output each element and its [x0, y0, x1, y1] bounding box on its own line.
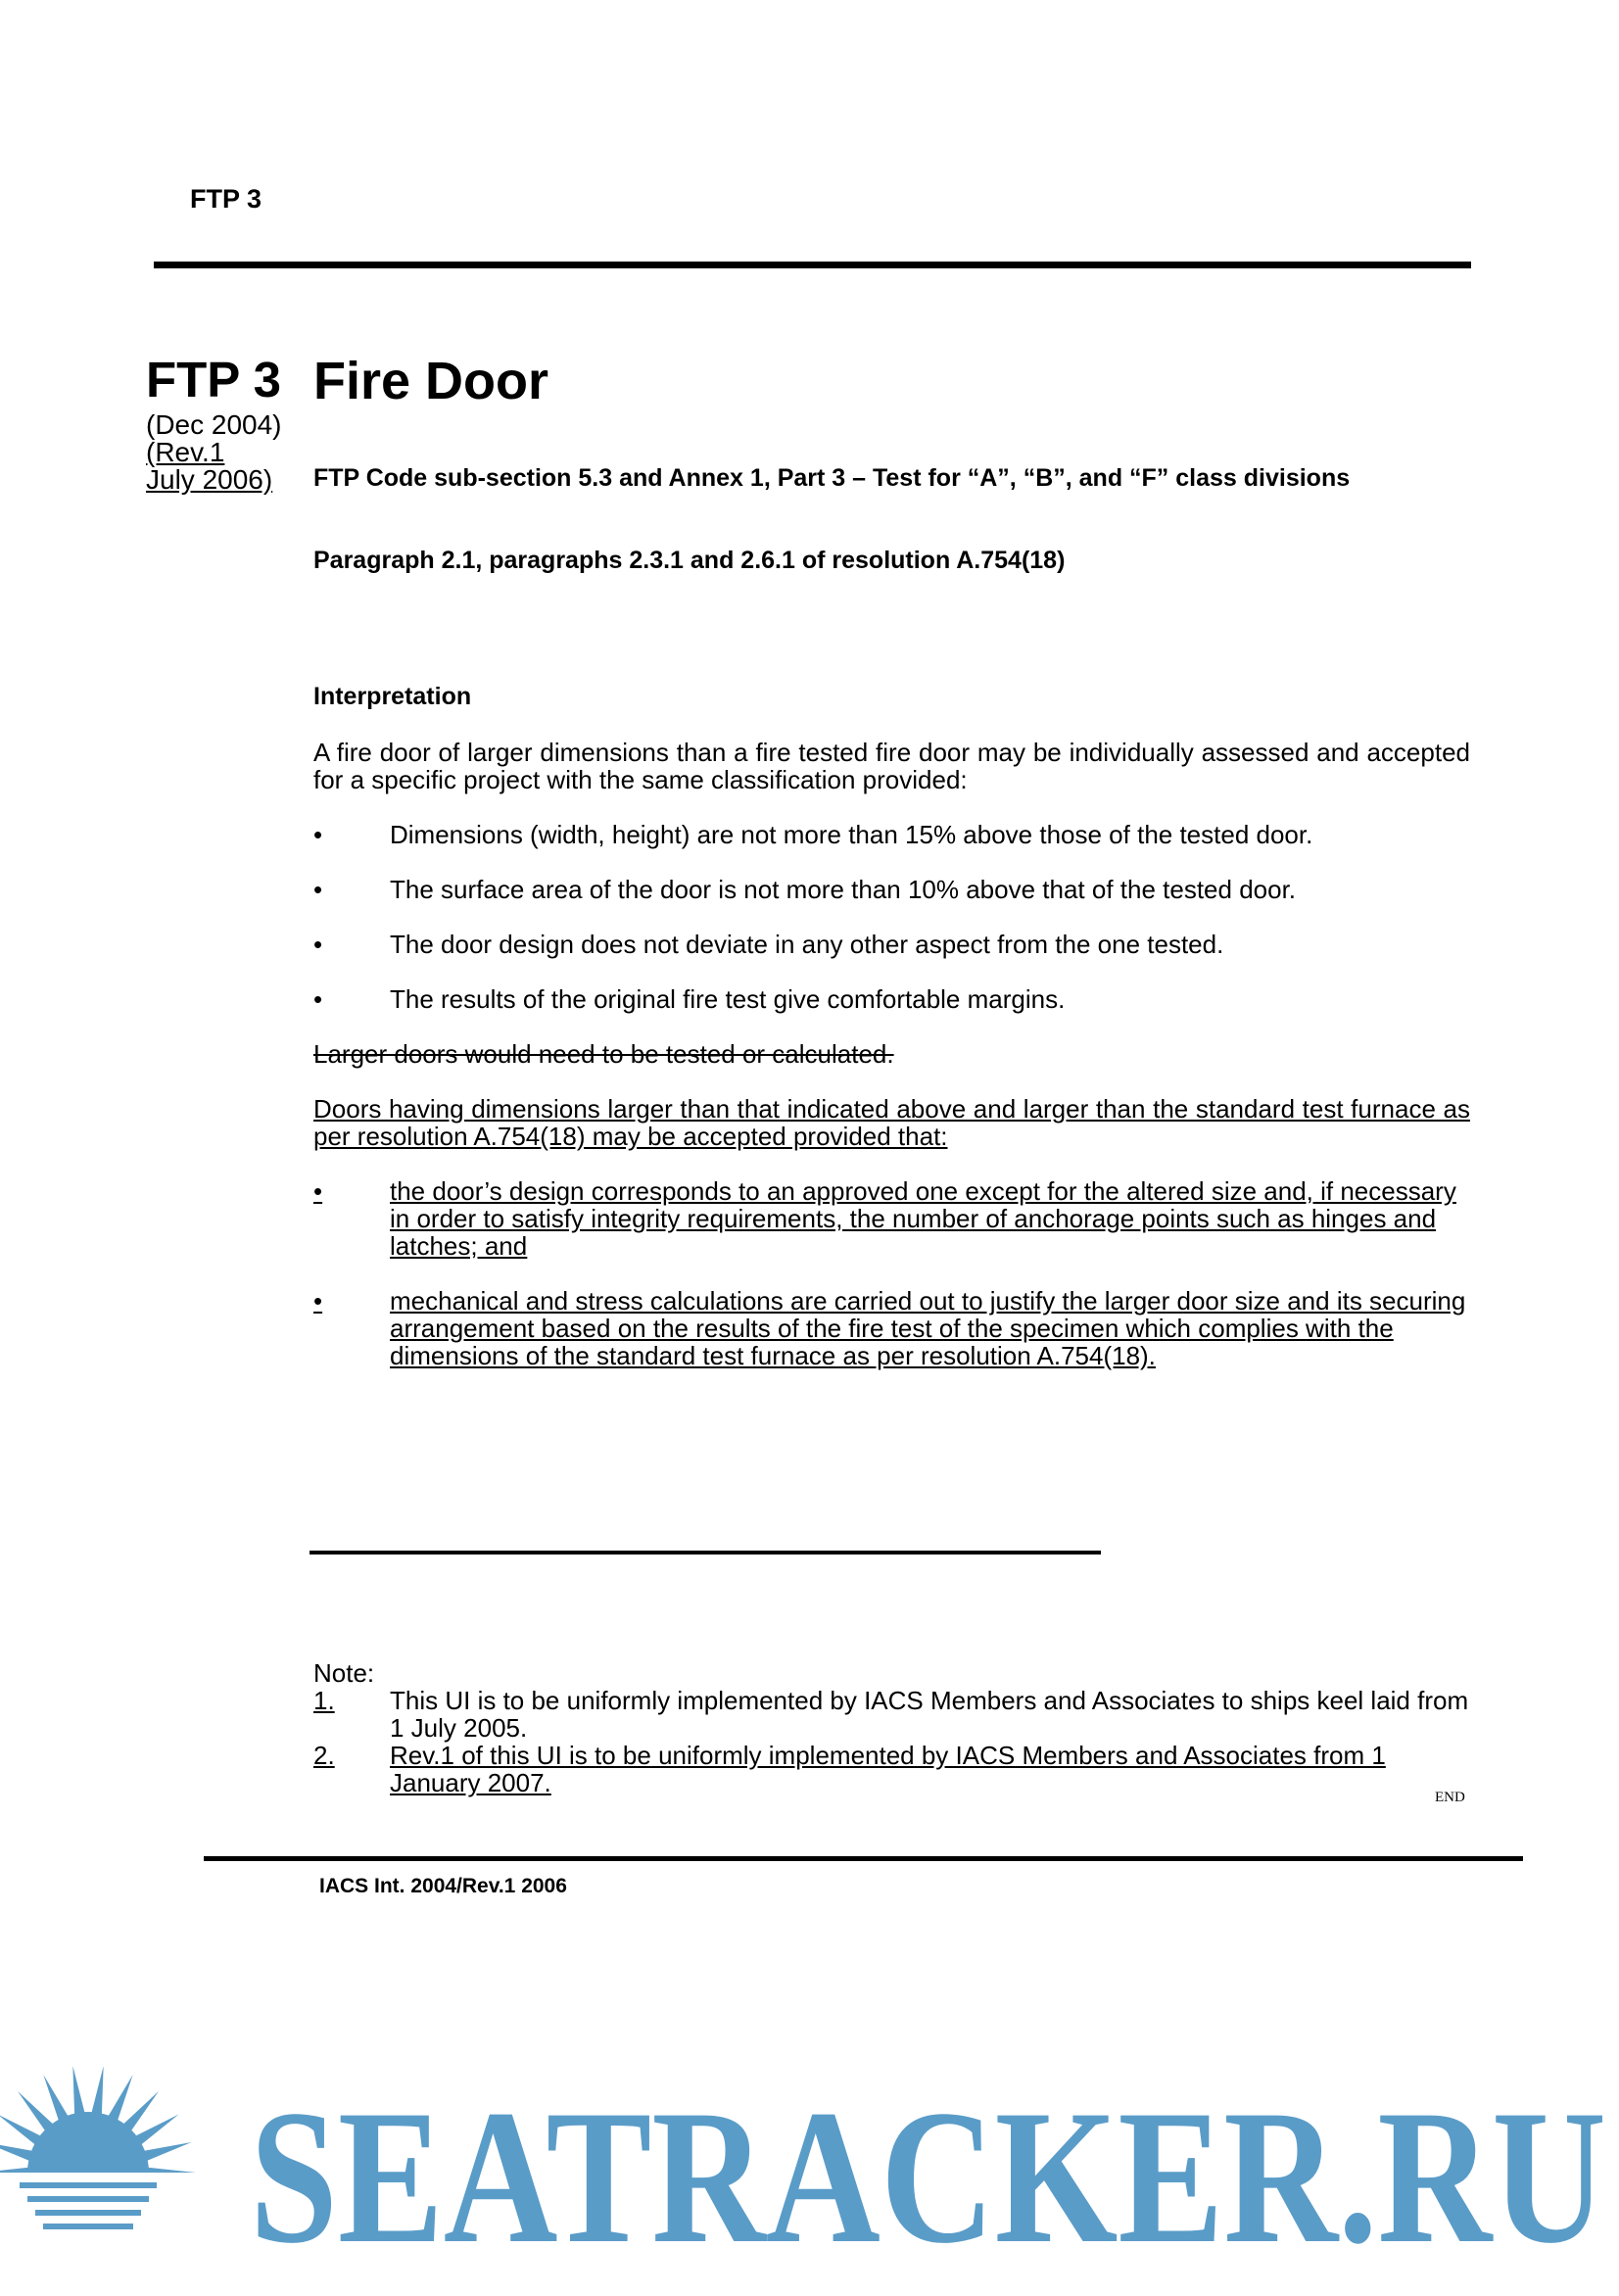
list-item	[313, 1287, 1470, 1369]
horizon-line	[20, 2182, 157, 2188]
side-rev-line1: (Rev.1	[146, 437, 225, 467]
note-label: Note:	[313, 1658, 375, 1688]
added-intro: Doors having dimensions larger than that indicated above and larger than the standard test furnace as per resolution A.754(18) may be accepted provided that:	[313, 1094, 1470, 1151]
note-number: 2.	[313, 1741, 335, 1770]
sun-ray	[122, 2091, 159, 2132]
subtitle: FTP Code sub-section 5.3 and Annex 1, Part 3 – Test for “A”, “B”, and “F” class divisions	[313, 464, 1351, 492]
deleted-text: Larger doors would need to be tested or calculated.	[313, 1039, 894, 1069]
list-item	[313, 931, 1470, 958]
page-header-code: FTP 3	[190, 184, 262, 214]
list-item	[313, 985, 1470, 1013]
bullet-dot: •	[313, 930, 323, 959]
note-text: This UI is to be uniformly implemented by IACS Members and Associates to ships keel laid from 1 July 2005.	[390, 1686, 1469, 1743]
list-item-text: The door design does not deviate in any other aspect from the one tested.	[390, 930, 1224, 959]
sun-ray	[91, 2066, 103, 2115]
list-item-text: Dimensions (width, height) are not more than 15% above those of the tested door.	[390, 820, 1313, 849]
sun-ray	[18, 2091, 54, 2132]
end-mark: END	[1435, 1790, 1465, 1805]
horizon-line	[43, 2224, 133, 2229]
sun-ray	[108, 2075, 133, 2122]
list-item-text: mechanical and stress calculations are carried out to justify the larger door size and its securing arrangement based on the results of the fire test of the specimen which complies with the dimensions of the standard test furnace as per resolution A.754(18).	[390, 1286, 1466, 1370]
bullet-dot: •	[313, 875, 323, 904]
footer-rule	[204, 1856, 1523, 1861]
section-rule	[310, 1551, 1101, 1555]
note-number: 1.	[313, 1686, 335, 1715]
watermark-text: SEATRACKER.RU	[250, 2071, 1606, 2283]
interpretation-heading: Interpretation	[313, 683, 472, 710]
sun-ray	[43, 2075, 69, 2122]
note-item	[313, 1742, 1470, 1796]
footer-text: IACS Int. 2004/Rev.1 2006	[319, 1875, 567, 1897]
bullet-dot: •	[313, 1286, 323, 1315]
watermark-sun-icon	[0, 2057, 1619, 2291]
list-item-text: The surface area of the door is not more than 10% above that of the tested door.	[390, 875, 1297, 904]
horizon-line	[35, 2210, 141, 2216]
bullet-dot: •	[313, 1176, 323, 1206]
side-rev-line2: July 2006)	[146, 464, 273, 495]
list-item-text: The results of the original fire test give comfortable margins.	[390, 984, 1066, 1014]
list-item	[313, 1177, 1470, 1260]
horizon-line	[27, 2196, 149, 2202]
bullet-dot: •	[313, 820, 323, 849]
sun-ray	[0, 2142, 33, 2161]
reference: Paragraph 2.1, paragraphs 2.3.1 and 2.6.1 of resolution A.754(18)	[313, 547, 1066, 574]
note-item	[313, 1687, 1470, 1742]
sun-ray	[72, 2066, 84, 2115]
side-date: (Dec 2004)	[146, 409, 282, 440]
watermark	[0, 2057, 1619, 2291]
interpretation-intro: A fire door of larger dimensions than a fire tested fire door may be individually assessed and accepted for a specific project with the same classification provided:	[313, 738, 1470, 794]
list-item-text: the door’s design corresponds to an approved one except for the altered size and, if necessary in order to satisfy integrity requirements, the number of anchorage points such as hinges and latches; and	[390, 1176, 1456, 1261]
page-title: Fire Door	[313, 352, 549, 410]
note-text: Rev.1 of this UI is to be uniformly implemented by IACS Members and Associates from 1 January 2007.	[390, 1741, 1386, 1797]
side-code: FTP 3	[146, 352, 281, 407]
sun-ray	[134, 2115, 178, 2146]
bullet-dot: •	[313, 984, 323, 1014]
header-rule	[154, 262, 1471, 268]
list-item	[313, 876, 1470, 903]
sun-ray	[0, 2115, 42, 2146]
sun-ray	[143, 2142, 192, 2161]
list-item	[313, 821, 1470, 848]
